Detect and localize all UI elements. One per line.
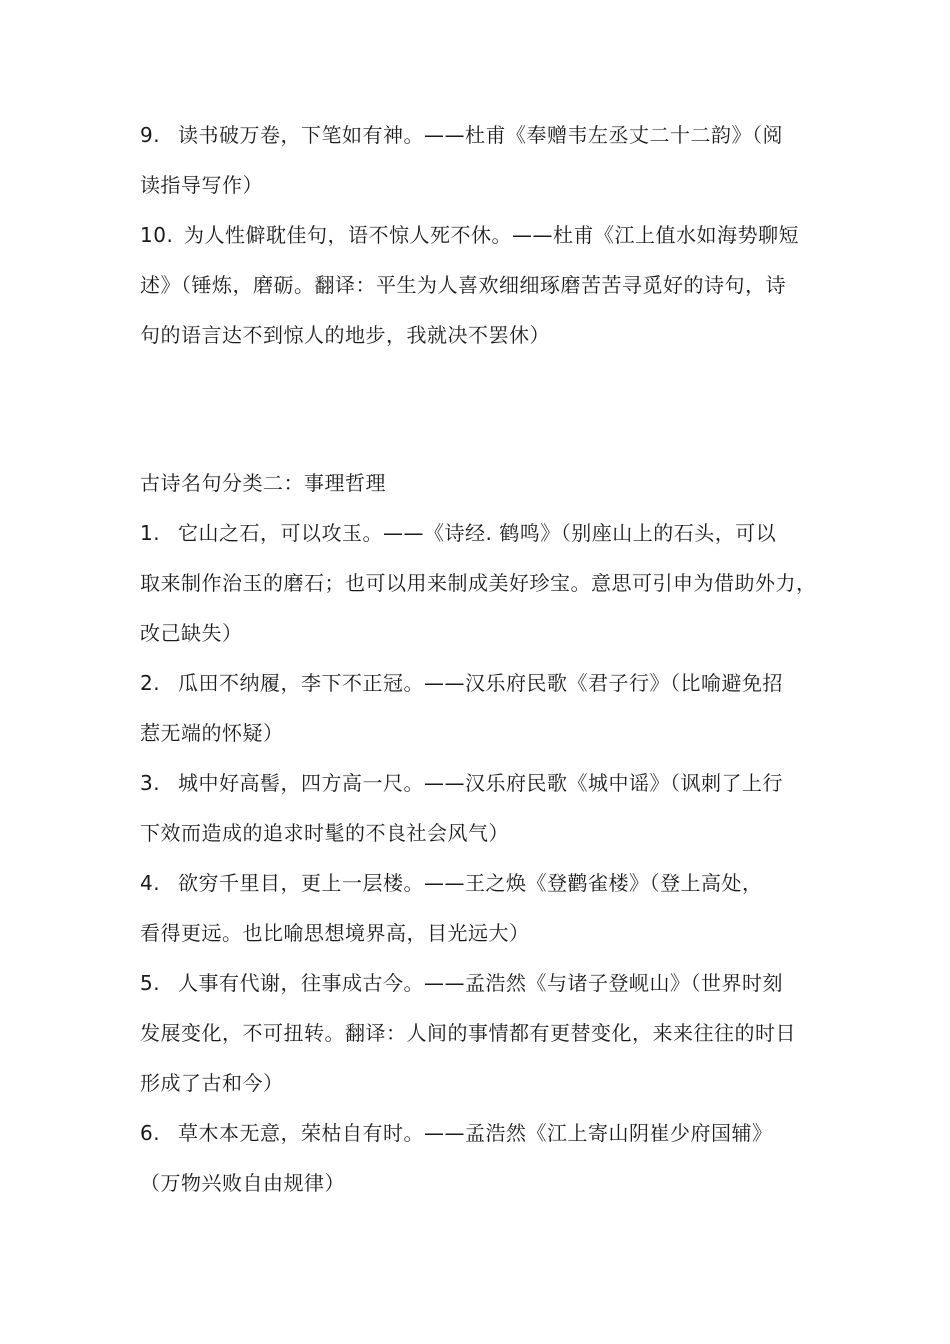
item-number: 4.	[140, 871, 161, 895]
quote-line: 惹无端的怀疑）	[140, 721, 284, 745]
quote-line: 瓜田不纳履，李下不正冠。——汉乐府民歌《君子行》（比喻避免招	[178, 671, 783, 695]
quote-line: 人事有代谢，往事成古今。——孟浩然《与诸子登岘山》（世界时刻	[178, 971, 783, 995]
quote-item-6-cont	[140, 1158, 840, 1208]
quote-item-9-cont	[140, 160, 840, 210]
quote-line: 句的语言达不到惊人的地步，我就决不罢休）	[140, 323, 550, 347]
quote-line: 述》（锤炼，磨砺。翻译：平生为人喜欢细细琢磨苦苦寻觅好的诗句，诗	[140, 273, 786, 297]
section-title: 古诗名句分类二：事理哲理	[140, 471, 386, 495]
item-number: 6.	[140, 1121, 161, 1145]
quote-item-1	[140, 508, 840, 558]
quote-item-10	[140, 210, 840, 260]
quote-line: 下效而造成的追求时髦的不良社会风气）	[140, 821, 509, 845]
quote-line: 草木本无意，荣枯自有时。——孟浩然《江上寄山阴崔少府国辅》	[178, 1121, 773, 1145]
section-heading-block	[140, 458, 840, 508]
quote-line: 发展变化，不可扭转。翻译：人间的事情都有更替变化，来来往往的时日	[140, 1021, 796, 1045]
item-number: 1.	[140, 521, 161, 545]
quote-item-1-cont	[140, 558, 840, 608]
quote-line: 欲穷千里目，更上一层楼。——王之焕《登鹳雀楼》（登上高处，	[178, 871, 763, 895]
quote-line: 城中好高髻，四方高一尺。——汉乐府民歌《城中谣》（讽刺了上行	[178, 771, 783, 795]
quote-item-5	[140, 958, 840, 1008]
quote-line: 取来制作治玉的磨石；也可以用来制成美好珍宝。意思可引申为借助外力，	[140, 571, 817, 595]
quote-item-6	[140, 1108, 840, 1158]
quote-item-4-cont	[140, 908, 840, 958]
quote-line: 读书破万卷，下笔如有神。——杜甫《奉赠韦左丞丈二十二韵》（阅	[178, 123, 783, 147]
quote-item-10-cont	[140, 310, 840, 360]
item-number: 3.	[140, 771, 161, 795]
quote-item-9	[140, 110, 840, 160]
item-number: 2.	[140, 671, 161, 695]
quote-line: 它山之石，可以攻玉。——《诗经. 鹤鸣》（别座山上的石头，可以	[178, 521, 777, 545]
quote-line: 形成了古和今）	[140, 1071, 284, 1095]
quote-line: 看得更远。也比喻思想境界高，目光远大）	[140, 921, 530, 945]
quote-item-4	[140, 858, 840, 908]
philosophy-quote-list	[140, 508, 840, 1208]
quote-item-2	[140, 658, 840, 708]
quote-line: 改己缺失）	[140, 621, 243, 645]
quote-line: 读指导写作）	[140, 173, 263, 197]
quote-item-5-cont	[140, 1008, 840, 1058]
quote-item-10-cont	[140, 260, 840, 310]
quote-item-3	[140, 758, 840, 808]
top-quote-list	[140, 110, 840, 360]
quote-line: 为人性僻耽佳句，语不惊人死不休。——杜甫《江上值水如海势聊短	[184, 223, 799, 247]
quote-item-1-cont	[140, 608, 840, 658]
item-number: 10.	[140, 223, 174, 247]
quote-item-2-cont	[140, 708, 840, 758]
item-number: 5.	[140, 971, 161, 995]
quote-item-3-cont	[140, 808, 840, 858]
item-number: 9.	[140, 123, 161, 147]
quote-item-5-cont	[140, 1058, 840, 1108]
quote-line: （万物兴败自由规律）	[140, 1171, 345, 1195]
